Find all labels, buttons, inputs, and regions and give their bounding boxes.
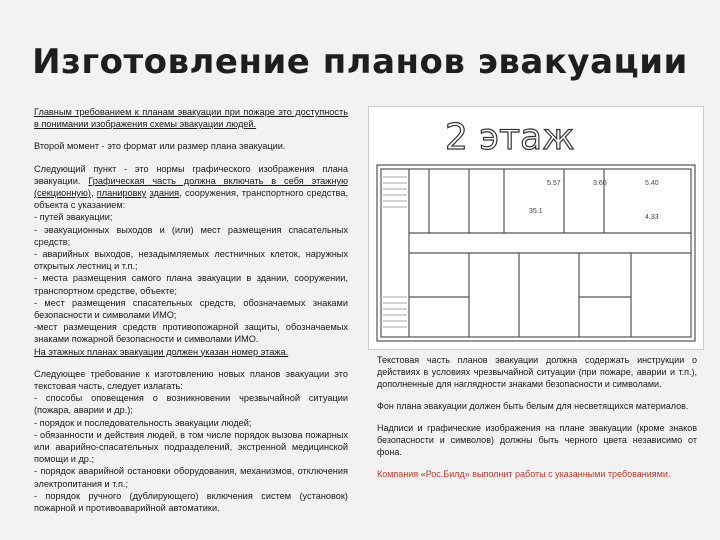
text-part-intro: Следующее требование к изготовлению новых планов эвакуации это текстовая часть, следует излагать:: [34, 368, 348, 392]
paragraph-main-requirement: [34, 106, 348, 130]
paragraph-text-part: Текстовая часть планов эвакуации должна содержать инструкции о действиях в условиях чрезвычайной ситуации (при пожаре, аварии и т.п.), дополненные для наглядности знаками безопасности и символами.: [377, 355, 697, 389]
separator: ,: [90, 188, 97, 199]
right-text-column: [377, 354, 697, 490]
paragraph-format: Второй момент - это формат или размер плана эвакуации.: [34, 141, 286, 152]
main-requirement-text: Главным требованием к планам эвакуации при пожаре это доступность в понимании изображения схемы эвакуации людей.: [34, 107, 348, 130]
layout-text: планировку: [96, 188, 147, 199]
company-statement: Компания «Рос.Билд» выполнит работы с указанными требованиями.: [377, 469, 671, 479]
room-label: 5.57: [547, 180, 561, 187]
floor-plan-image: [368, 106, 704, 350]
stairs: [383, 177, 407, 327]
paragraph-background: Фон плана эвакуации должен быть белым для несветящихся материалов.: [377, 401, 689, 411]
left-text-column: [34, 106, 348, 524]
list-item: - обязанности и действия людей, в том числе порядок вызова пожарных или аварийно-спасательных подразделений, экстренной медицинской помощи и др.;: [34, 429, 348, 465]
list-item: - аварийных выходов, незадымляемых лестничных клеток, наружных открытых лестниц и т.п.;: [34, 249, 348, 272]
list-item: - порядок ручного (дублирующего) включения систем (установок) пожарной и противоаварийной автоматики.: [34, 490, 348, 514]
list-item: - способы оповещения о возникновении чрезвычайной ситуации (пожара, аварии и др.);: [34, 393, 348, 416]
list-item: - порядок аварийной остановки оборудования, механизмов, отключения электропитания и т.п.;: [34, 466, 348, 489]
graphic-norms-block: [34, 163, 348, 358]
graphic-norms-rest: , сооружения, транспортного средства, объекта с указанием:: [34, 188, 348, 211]
room-labels: [529, 180, 659, 221]
walls: [377, 165, 695, 341]
graphic-norms-intro: Следующий пункт - это нормы графического изображения плана эвакуации.: [34, 163, 348, 186]
slide-title: Изготовление планов эвакуации: [32, 42, 688, 82]
floor-caption: 2 этаж: [445, 117, 575, 158]
graphic-part-text: Графическая часть должна включать в себя этажную (секционную): [34, 175, 348, 199]
building-text: здания: [149, 188, 180, 199]
list-item: - путей эвакуации;: [34, 212, 113, 223]
list-item: - порядок и последовательность эвакуации людей;: [34, 417, 252, 428]
paragraph-inscriptions: Надписи и графические изображения на плане эвакуации (кроме знаков безопасности и символов) должны быть черного цвета независимо от фона.: [377, 423, 697, 457]
list-item: - мест размещения спасательных средств, обозначаемых знаками безопасности и символами ИМО;: [34, 297, 348, 321]
list-item: - эвакуационных выходов и (или) мест размещения спасательных средств;: [34, 224, 348, 247]
text-part-block: [34, 368, 348, 514]
floor-number-note: На этажных планах эвакуации должен указан номер этажа.: [34, 346, 289, 357]
list-item: - места размещения самого плана эвакуации в здании, сооружении, транспортном средстве, объекте;: [34, 273, 348, 296]
room-label: 5.40: [645, 180, 659, 187]
room-label: 3.60: [593, 180, 607, 187]
floor-plan-drawing: [369, 107, 703, 349]
list-item: -мест размещения средств противопожарной защиты, обозначаемых знаками пожарной безопасности и символами ИМО.: [34, 322, 348, 345]
room-label: 4.33: [645, 214, 659, 221]
room-label: 35.1: [529, 208, 543, 215]
